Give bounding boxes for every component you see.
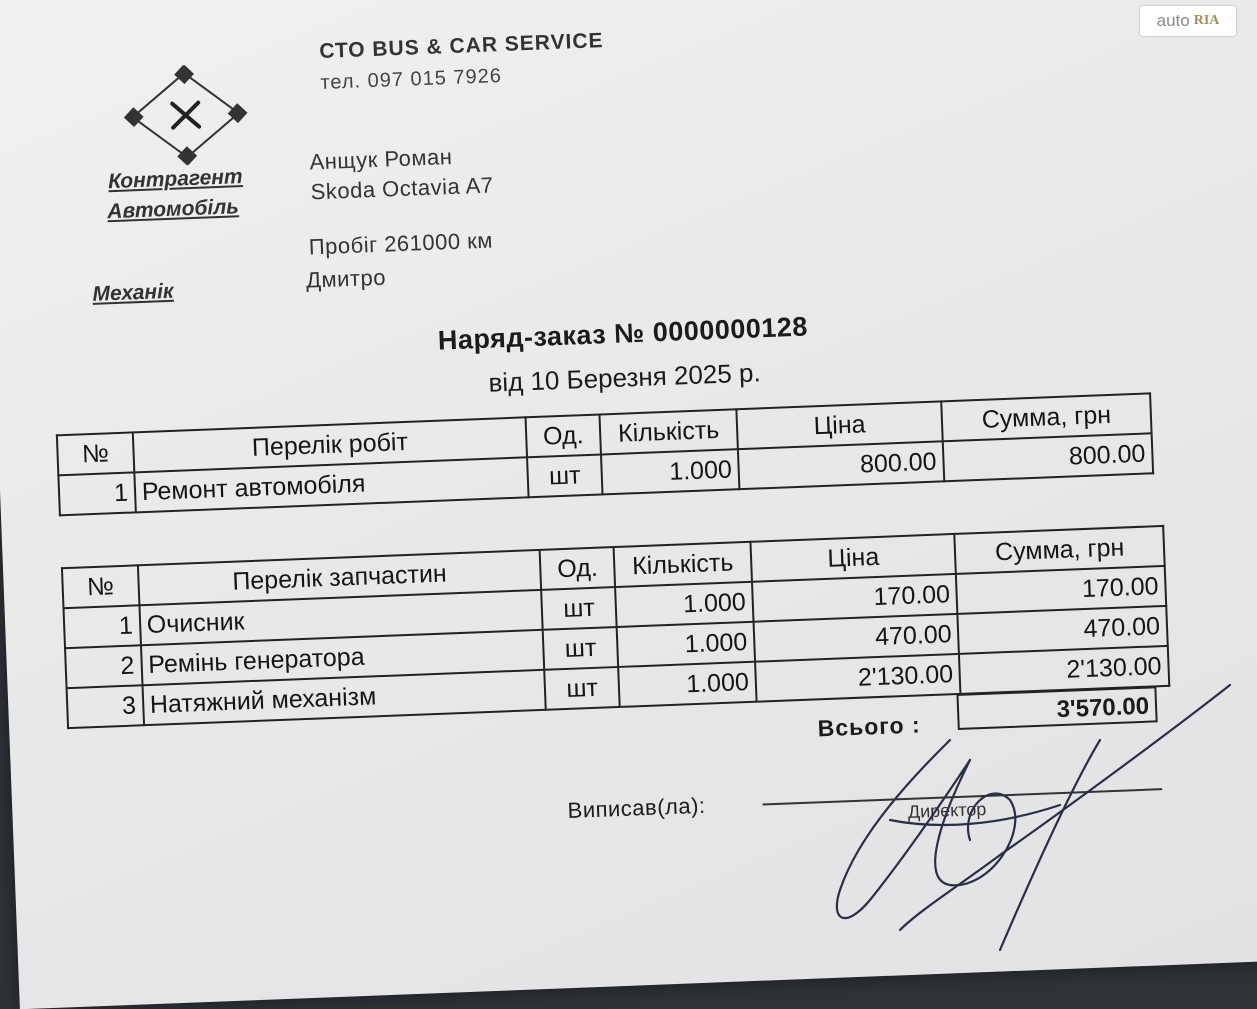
- auto-ria-watermark: [1140, 6, 1236, 36]
- car-value: Skoda Octavia A7: [310, 172, 494, 205]
- company-logo: [119, 63, 253, 168]
- order-date: від 10 Березня 2025 р.: [487, 357, 762, 398]
- col-unit: Од.: [526, 415, 601, 458]
- row-qty: 1.000: [601, 449, 740, 494]
- row-number: 3: [67, 685, 144, 728]
- col-number: №: [57, 432, 134, 475]
- row-price: 470.00: [753, 614, 959, 662]
- col-parts: Перелік запчастин: [138, 550, 542, 605]
- col-works: Перелік робіт: [133, 417, 528, 472]
- company-phone: тел. 097 015 7926: [320, 65, 503, 94]
- row-price: 170.00: [752, 574, 958, 622]
- row-unit: шт: [543, 627, 618, 670]
- col-sum: Сумма, грн: [941, 393, 1151, 441]
- handwritten-signature: [800, 680, 1250, 960]
- row-sum: 470.00: [958, 606, 1168, 654]
- director-label: Директор: [907, 798, 987, 822]
- row-unit: шт: [527, 454, 602, 497]
- col-price: Ціна: [750, 534, 956, 582]
- col-price: Ціна: [736, 401, 942, 449]
- col-sum: Сумма, грн: [955, 526, 1165, 574]
- col-unit: Од.: [540, 547, 615, 590]
- watermark-auto: auto: [1156, 11, 1190, 30]
- row-name: Натяжний механізм: [142, 670, 546, 725]
- row-qty: 1.000: [618, 662, 756, 707]
- signed-by-label: Виписав(ла):: [567, 792, 706, 824]
- mileage-value: Пробіг 261000 км: [308, 227, 494, 260]
- total-label: Всього :: [817, 711, 922, 742]
- row-name: Ремінь генератора: [141, 630, 545, 685]
- client-value: Анщук Роман: [309, 143, 453, 175]
- row-price: 2'130.00: [755, 654, 961, 702]
- row-qty: 1.000: [615, 582, 753, 627]
- row-unit: шт: [545, 667, 620, 710]
- row-number: 2: [65, 645, 142, 688]
- mechanic-label: Механік: [92, 279, 174, 306]
- total-value: 3'570.00: [956, 686, 1157, 730]
- mechanic-value: Дмитро: [305, 264, 387, 293]
- col-qty: Кількість: [614, 542, 752, 587]
- company-name: СТО BUS & CAR SERVICE: [318, 29, 604, 63]
- row-name: Очисник: [139, 590, 543, 645]
- row-number: 1: [58, 472, 135, 515]
- row-sum: 2'130.00: [959, 646, 1169, 694]
- order-title: Наряд-заказ № 0000000128: [437, 311, 809, 356]
- col-number: №: [62, 565, 139, 608]
- row-qty: 1.000: [617, 622, 755, 667]
- car-label: Автомобіль: [106, 195, 240, 224]
- works-table: [56, 392, 1154, 516]
- row-unit: шт: [542, 587, 617, 630]
- row-number: 1: [63, 605, 140, 648]
- col-qty: Кількість: [599, 409, 738, 454]
- row-sum: 170.00: [956, 566, 1166, 614]
- row-price: 800.00: [738, 441, 944, 489]
- watermark-ria: RIA: [1193, 13, 1220, 28]
- row-name: Ремонт автомобіля: [134, 457, 529, 512]
- client-label: Контрагент: [107, 165, 244, 194]
- row-sum: 800.00: [943, 433, 1153, 481]
